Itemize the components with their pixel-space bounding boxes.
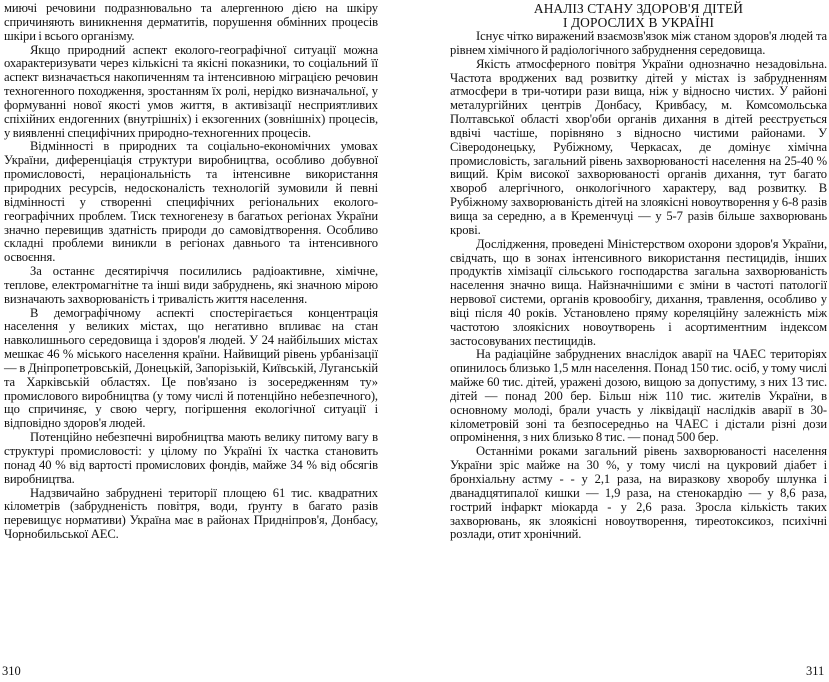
right-paragraph-4: На радіаційне забруднених внаслідок аварії на ЧАЕС територіях опинилось близько 1,5 млн населення. Понад 150 тис. осіб, у тому числі майже 60 тис. дітей, уражені дозою, вищою за допустиму, з них 13 тис. дітей — понад 200 бер. Більш ніж 110 тис. жителів України, в основному молоді, брали участь у ліквідації наслідків аварії в 30-кілометровій зоні та безпосередньо на ЧАЕС і дістали різні дози опромінення, з них близько 8 тис. — понад 500 бер.	[450, 347, 827, 445]
left-paragraph-5: В демографічному аспекті спостерігається концентрація населення у великих містах, що негативно впливає на стан навколишнього середовища і здоров'я людей. У 24 найбільших містах мешкає 46 % міського населення країни. Найвищий рівень урбанізації — в Дніпропетровській, Донецькій, Запорізькій, Київській, Луганській та Харківській областях. Це пов'язано із зосередженням ту» промислового виробництва (у тому числі й потенційно небезпечного), що спричиняє, у свою чергу, погіршення екологічної ситуації і відповідно здоров'я людей.	[4, 305, 378, 431]
right-paragraph-2: Якість атмосферного повітря України однозначно незадовільна. Частота вроджених вад розвитку дітей у містах із забрудненням атмосфери в три-чотири рази вища, ніж у відносно чистих. У районі металургійних центрів Донбасу, Кривбасу, м. Комсомольська Полтавської області хвор'оби органів дихання в дітей реєструється вдвічі частіше, порівняно з відносно чистими районами. У Сіверодонецьку, Рубіжному, Черкасах, де домінує хімічна промисловість, загальний рівень захворюваності населення на 25-40 % вищий. Крім високої захворюваності органів дихання, тут багато хвороб алергічного, онкологічного характеру, вад розвитку. В Рубіжному захворюваність дітей на злоякісні новоутворення у 6-8 разів вища за середню, а в Кременчуці — у 5-7 разів більше захворювань крові.	[450, 56, 827, 237]
right-paragraph-3: Дослідження, проведені Міністерством охорони здоров'я України, свідчать, що в зонах інтенсивного використання пестицидів, інших продуктів хімізації сільського господарства загальна захворюваність населення значно вища. Найзначнішими є зміни в частоті патології нервової системи, органів кровообігу, дихання, травлення, особливо у віці після 40 років. Установлено пряму кореляційну залежність між частотою злоякісних новоутворень і асортиментним індексом застосовуваних пестицидів.	[450, 236, 827, 348]
left-paragraph-1: миючі речовини подразнювально та алергенною дією на шкіру спричиняють виникнення дерматитів, порушення обмінних процесів шкіри і всього організму.	[4, 1, 378, 43]
right-paragraph-1: Існує чітко виражений взаємозв'язок між станом здоров'я людей та рівнем хімічного й радіологічного забруднення середовища.	[450, 29, 827, 57]
right-paragraph-5: Останніми роками загальний рівень захворюваності населення України зріс майже на 30 %, у тому числі на цукровий діабет і бронхіальну астму - - у 2,1 раза, на виразкову хворобу шлунка і дванадцятипалої кишки — 1,9 раза, на стенокардію — у 8,6 раза, гострий інфаркт міокарда - у 2,6 раза. Зросла кількість таких захворювань, як злоякісні новоутворення, тиреотоксикоз, психічні розлади, отит хронічний.	[450, 444, 827, 542]
page-number-left: 310	[2, 664, 21, 678]
right-page	[415, 0, 829, 682]
section-title-line-2: І ДОРОСЛИХ В УКРАЇНІ	[562, 15, 715, 30]
left-page	[0, 0, 414, 682]
left-paragraph-7: Надзвичайно забруднені території площею 61 тис. квадратних кілометрів (забрудненість повітря, води, ґрунту в багато разів перевищує нормативи) Україна має в районах Придніпров'я, Донбасу, Чорнобильської АЕС.	[4, 485, 378, 542]
left-paragraph-4: За останнє десятиріччя посилились радіоактивне, хімічне, теплове, електромагнітне та інші види забруднень, які значною мірою визначають захворюваність і тривалість життя населення.	[4, 264, 378, 306]
section-title-line-1: АНАЛІЗ СТАНУ ЗДОРОВ'Я ДІТЕЙ	[533, 1, 744, 16]
right-text-column	[450, 2, 827, 542]
section-title	[450, 2, 827, 30]
left-paragraph-2: Якщо природний аспект еколого-географічної ситуації можна охарактеризувати через кількісні та якісні показники, то соціальний її аспект визначається накопиченням та інтенсивною міграцією речовин техногенного походження, зростанням їх ролі, нерідко визначальної, у формуванні нової якості умов життя, в активізації несприятливих спіхійних ендогенних (внутрішніх) і екзогенних (зовнішніх) процесів, у виявленні специфічних природно-техногенних процесів.	[4, 42, 378, 140]
left-paragraph-6: Потенційно небезпечні виробництва мають велику питому вагу в структурі промисловості: у цілому по Україні їх частка становить понад 40 % від вартості промислових фондів, майже 34 % від обсягів виробництва.	[4, 430, 378, 486]
left-paragraph-3: Відмінності в природних та соціально-економічних умовах України, диференціація структури виробництва, особливо добувної промисловості, нераціональність та інтенсивне використання природних ресурсів, недосконалість технологій зумовили й певні відмінності у створенні специфічних регіональних еколого-географічних проблем. Тиск техногенезу в багатьох регіонах України значно перевищив здатність природи до самовідтворення. Особливо складні проблеми виникли в регіонах давнього та інтенсивного освоєння.	[4, 139, 378, 265]
left-text-column	[4, 2, 378, 542]
page-number-right: 311	[806, 664, 825, 678]
